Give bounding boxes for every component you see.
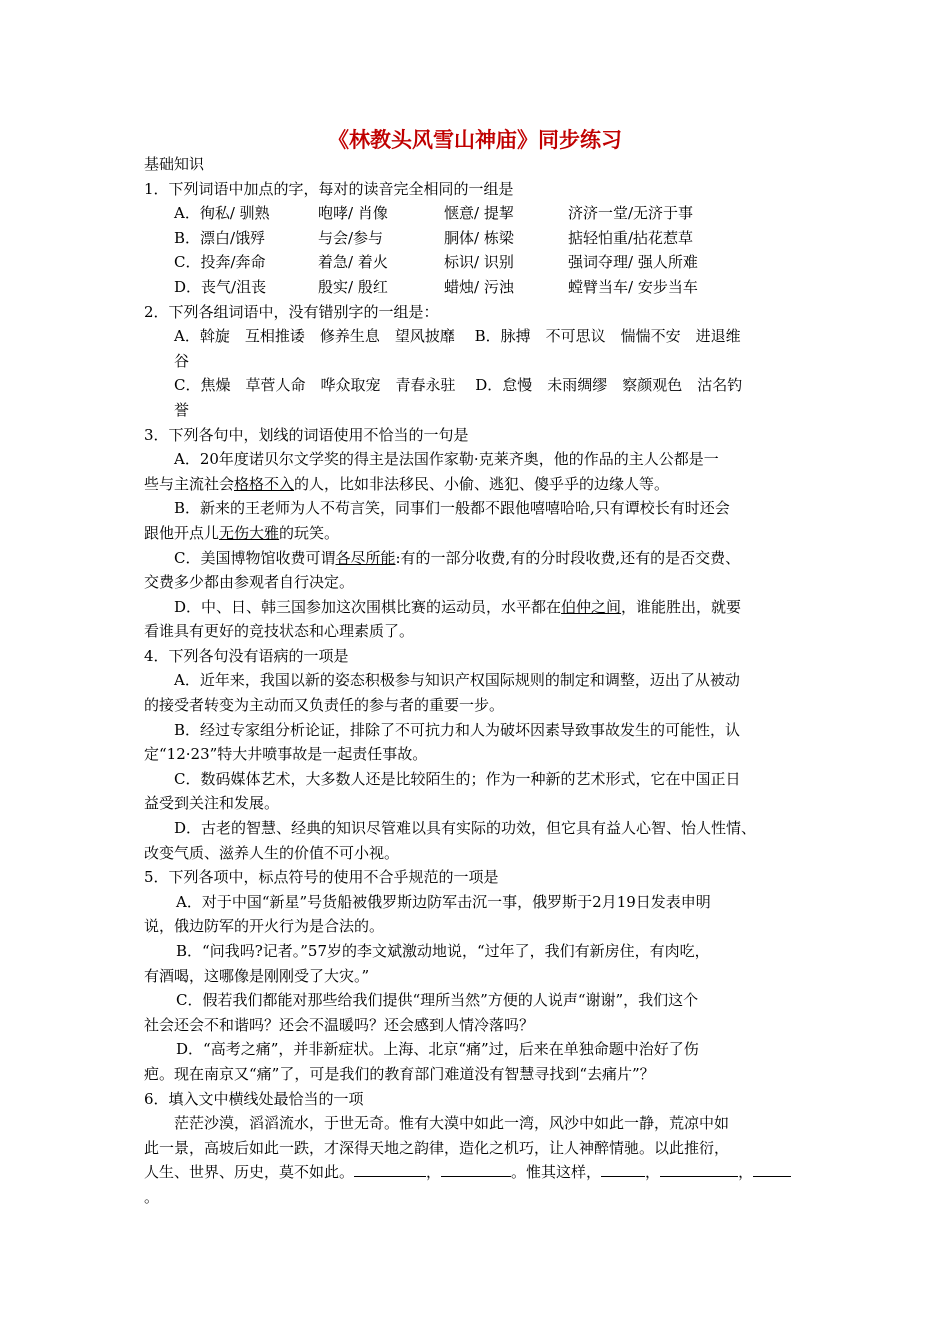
option-cell: 殷实/ 殷红 [318, 277, 388, 296]
option-cell: C．投奔/奔命 [174, 253, 266, 272]
question-4-option-a-cont: 的接受者转变为主动而又负责任的参与者的重要一步。 [144, 696, 505, 715]
question-6-passage: 茫茫沙漠，滔滔流水，于世无奇。惟有大漠中如此一湾，风沙中如此一静，荒凉中如 [174, 1114, 730, 1133]
option-cell: 胴体/ 栋梁 [444, 228, 514, 247]
question-4-stem: 4．下列各句没有语病的一项是 [144, 646, 349, 665]
question-4-option-c: C．数码媒体艺术，大多数人还是比较陌生的；作为一种新的艺术形式，它在中国正日 [174, 769, 741, 788]
question-2-line: A．斡旋 互相推诿 修养生息 望风披靡 B．脉搏 不可思议 惴惴不安 进退维 [174, 327, 741, 346]
question-4-option-b-cont: 定“12·23”特大井喷事故是一起责任事故。 [144, 745, 428, 764]
option-cell: 标识/ 识别 [444, 253, 514, 272]
question-1-option-row [144, 275, 814, 300]
underlined-phrase: 格格不入 [234, 474, 295, 493]
text-run: 人生、世界、历史，莫不如此。 [144, 1163, 355, 1182]
question-4-option-a: A．近年来，我国以新的姿态积极参与知识产权国际规则的制定和调整，迈出了从被动 [174, 671, 740, 690]
question-1-option-row [144, 201, 814, 226]
question-1-stem: 1．下列词语中加点的字，每对的读音完全相同的一组是 [144, 179, 514, 198]
question-4-option-d: D．古老的智慧、经典的知识尽管难以具有实际的功效，但它具有益人心智、怡人性情、 [174, 819, 757, 838]
question-3-option-d [144, 595, 814, 620]
question-2-line: C．焦燥 草菅人命 哗众取宠 青春永驻 D．怠慢 未雨绸缪 察颜观色 沽名钓 [174, 376, 743, 395]
question-5-option-d: D．“高考之痛”，并非新症状。上海、北京“痛”过，后来在单独命题中治好了伤 [176, 1040, 699, 1059]
text-run: ，谁能胜出，就要 [621, 597, 742, 616]
question-5-stem: 5．下列各项中，标点符号的使用不合乎规范的一项是 [144, 868, 499, 887]
question-4-option-c-cont: 益受到关注和发展。 [144, 794, 280, 813]
option-cell: 强词夺理/ 强人所难 [568, 253, 698, 272]
text-run: C．美国博物馆收费可谓 [174, 548, 336, 567]
question-2-line: 谷 [174, 351, 190, 370]
question-6-stem: 6．填入文中横线处最恰当的一项 [144, 1089, 364, 1108]
question-6-passage: 此一景，高坡后如此一跌，才深得天地之韵律，造化之机巧，让人神醉情驰。以此推衍， [144, 1138, 730, 1157]
question-5-option-d-cont: 疤。现在南京又“痛”了，可是我们的教育部门难道没有智慧寻找到“去痛片”？ [144, 1064, 655, 1083]
question-5-option-a-cont: 说，俄边防军的开火行为是合法的。 [144, 917, 385, 936]
text-run: ， [645, 1163, 661, 1182]
question-1-option-row [144, 226, 814, 251]
option-cell: 与会/参与 [318, 228, 384, 247]
option-cell: B．漂白/饿殍 [174, 228, 266, 247]
option-cell: 惬意/ 提挈 [444, 204, 514, 223]
option-cell: D．丧气/沮丧 [174, 277, 267, 296]
exercise-content [144, 152, 814, 1210]
question-5-option-a: A．对于中国“新星”号货船被俄罗斯边防军击沉一事，俄罗斯于2月19日发表申明 [176, 892, 711, 911]
question-5-option-c: C．假若我们都能对那些给我们提供“理所当然”方便的人说声“谢谢”，我们这个 [176, 991, 699, 1010]
text-run: 些与主流社会 [144, 474, 235, 493]
question-3-option-b: B．新来的王老师为人不苟言笑，同事们一般都不跟他嘻嘻哈哈,只有谭校长有时还会 [174, 499, 730, 518]
text-run: 。惟其这样， [511, 1163, 602, 1182]
text-run: :有的一部分收费,有的分时段收费,还有的是否交费、 [395, 548, 741, 567]
option-cell: A．徇私/ 驯熟 [174, 204, 270, 223]
option-cell: 着急/ 着火 [318, 253, 388, 272]
option-cell: 螳臂当车/ 安步当车 [568, 277, 698, 296]
text-run: ， [738, 1163, 754, 1182]
question-3-stem: 3．下列各句中，划线的词语使用不恰当的一句是 [144, 425, 469, 444]
text-run: 跟他开点儿 [144, 523, 220, 542]
section-heading: 基础知识 [144, 155, 205, 173]
fill-blank [354, 1162, 426, 1177]
fill-blank [441, 1162, 511, 1177]
text-run: ， [426, 1163, 442, 1182]
fill-blank [660, 1162, 738, 1177]
question-3-option-c [144, 546, 814, 571]
fill-blank [601, 1162, 645, 1177]
question-5-option-b: B．“问我吗?记者。”57岁的李文斌激动地说，“过年了，我们有新房住，有肉吃， [176, 942, 710, 960]
text-run: 的人，比如非法移民、小偷、逃犯、傻乎乎的边缘人等。 [294, 474, 670, 493]
question-3-option-b-cont [144, 521, 814, 546]
option-cell: 蜡烛/ 污浊 [444, 277, 514, 296]
question-4-option-d-cont: 改变气质、滋养人生的价值不可小视。 [144, 843, 400, 862]
question-3-option-d-cont: 看谁具有更好的竞技状态和心理素质了。 [144, 622, 415, 641]
fill-blank [753, 1162, 791, 1177]
question-3-option-c-cont: 交费多少都由参观者自行决定。 [144, 573, 355, 592]
question-6-passage [144, 1160, 814, 1185]
text-run: D．中、日、韩三国参加这次围棋比赛的运动员，水平都在 [174, 597, 562, 616]
option-cell: 咆哮/ 肖像 [318, 204, 388, 223]
underlined-phrase: 伯仲之间 [561, 597, 622, 616]
underlined-phrase: 各尽所能 [335, 548, 396, 567]
option-cell: 掂轻怕重/拈花惹草 [568, 228, 694, 247]
question-3-option-a: A．20年度诺贝尔文学奖的得主是法国作家勒·克莱齐奥，他的作品的主人公都是一 [174, 450, 719, 469]
underlined-phrase: 无伤大雅 [219, 523, 280, 542]
question-5-option-b-cont: 有酒喝，这哪像是刚刚受了大灾。” [144, 966, 370, 985]
question-2-stem: 2．下列各组词语中，没有错别字的一组是： [144, 302, 439, 321]
question-2-line: 誉 [174, 400, 190, 419]
question-4-option-b: B．经过专家组分析论证，排除了不可抗力和人为破坏因素导致事故发生的可能性，认 [174, 720, 741, 739]
text-run: 的玩笑。 [279, 523, 340, 542]
question-3-option-a-cont [144, 472, 814, 497]
page-title: 《林教头风雪山神庙》同步练习 [328, 128, 622, 152]
question-6-passage-end: 。 [144, 1187, 160, 1206]
question-5-option-c-cont: 社会还会不和谐吗？还会不温暖吗？还会感到人情冷落吗？ [144, 1015, 535, 1034]
option-cell: 济济一堂/无济于事 [568, 204, 694, 223]
question-1-option-row [144, 250, 814, 275]
